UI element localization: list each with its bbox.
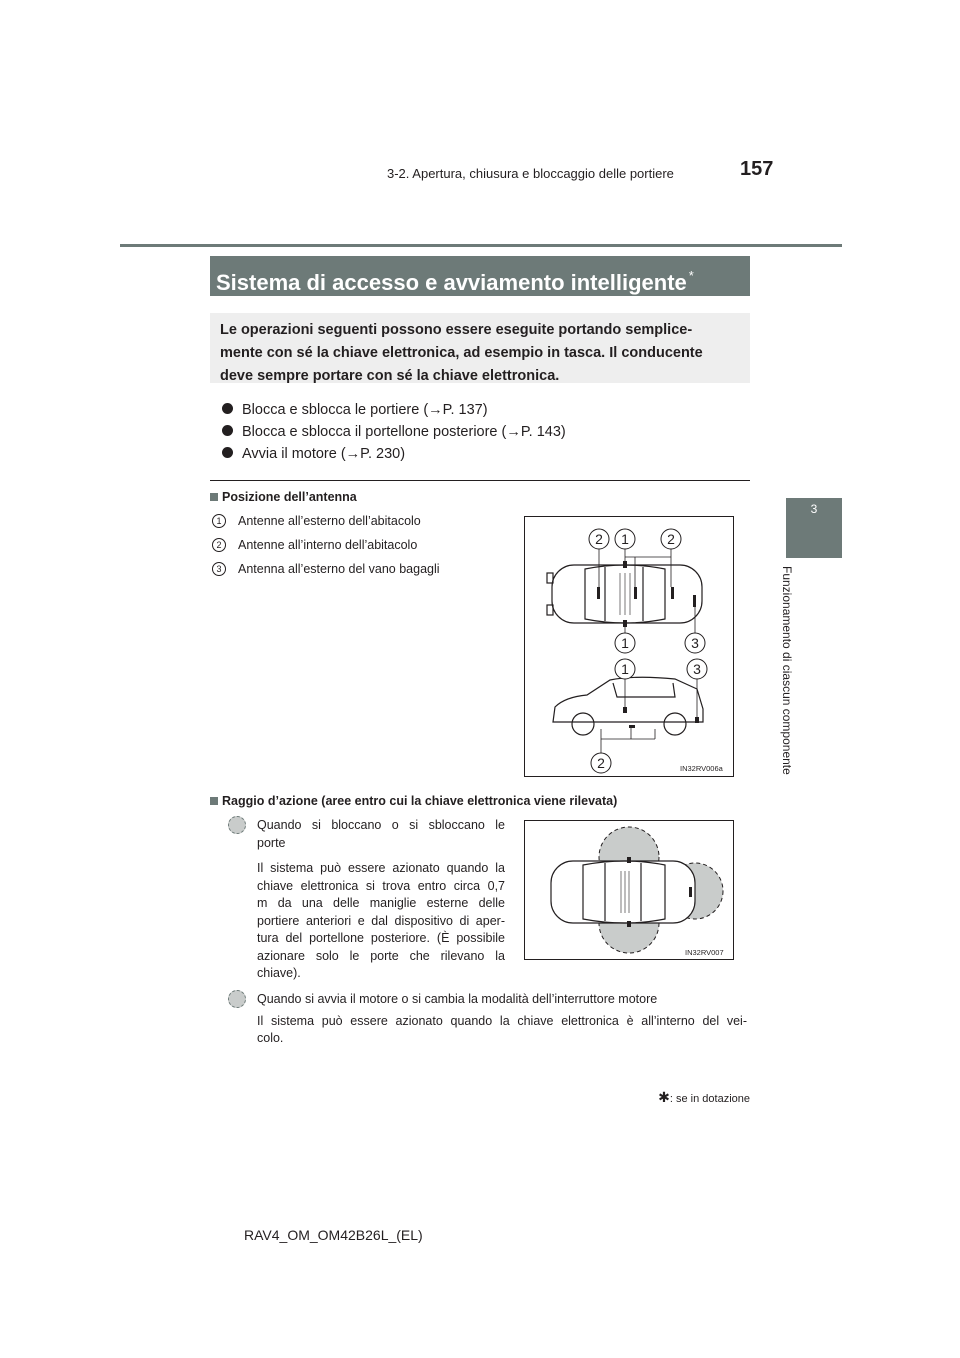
antenna-item — [212, 538, 417, 552]
footnote-text: : se in dotazione — [669, 1093, 750, 1105]
document-code: RAV4_OM_OM42B26L_(EL) — [244, 1227, 423, 1243]
figure-label: 1 — [621, 661, 629, 677]
bullet-text: Blocca e sblocca le portiere (→P. 137) — [242, 402, 488, 418]
range-item1-line: tura del portellone posteriore. (È possibile — [257, 931, 505, 945]
range-item2-title: Quando si avvia il motore o si cambia la modalità dell’interruttore motore — [257, 992, 658, 1006]
range-item2 — [257, 991, 747, 1048]
figure-label: 1 — [621, 531, 629, 547]
range-figure — [524, 820, 734, 960]
car-top-view-range — [551, 861, 695, 923]
range-heading — [210, 794, 617, 808]
asterisk-mark: * — [688, 268, 694, 283]
range-engine-icon — [228, 990, 246, 1008]
range-item1-line: m da una delle maniglie esterne delle — [257, 896, 505, 910]
figure-code: IN32RV007 — [685, 948, 724, 957]
antenna-markers-top — [597, 561, 696, 627]
page-number: 157 — [740, 158, 774, 180]
antenna-item-text: Antenne all’esterno dell’abitacolo — [238, 514, 421, 528]
figure-label: 2 — [595, 531, 603, 547]
bullet-item — [222, 402, 488, 418]
chapter-number: 3 — [810, 502, 818, 516]
antenna-heading — [210, 490, 357, 504]
bullet-item — [222, 424, 566, 440]
range-item1-line: azionare solo le porte che rilevano la — [257, 948, 505, 963]
figure-code: IN32RV006a — [680, 764, 723, 773]
antenna-item — [212, 514, 421, 528]
intro-box — [210, 313, 750, 383]
intro-line: Le operazioni seguenti possono essere eseguite portando semplice- — [220, 322, 693, 338]
antenna-item — [212, 562, 440, 576]
car-antenna-diagram — [525, 517, 733, 776]
intro-line: mente con sé la chiave elettronica, ad esempio in tasca. Il conducente — [220, 345, 703, 361]
bullet-item — [222, 446, 405, 462]
bullet-dot-icon — [222, 425, 233, 436]
figure-label: 2 — [667, 531, 675, 547]
running-header-section: 3-2. Apertura, chiusura e bloccaggio delle portiere — [387, 166, 674, 181]
car-range-diagram — [525, 821, 733, 959]
circled-number-icon: 3 — [212, 562, 226, 576]
circled-number-icon: 2 — [212, 538, 226, 552]
range-item1 — [257, 817, 505, 983]
bullet-dot-icon — [222, 447, 233, 458]
range-item1-line: Il sistema può essere azionato quando la — [257, 861, 505, 875]
car-side-view — [553, 677, 703, 735]
asterisk-icon: ✱ — [658, 1089, 670, 1105]
section-separator — [210, 480, 750, 481]
bullet-text: Avvia il motore (→P. 230) — [242, 446, 406, 462]
range-item1-line: portiere anteriori e dal dispositivo di aper- — [257, 913, 505, 928]
footnote — [600, 1089, 750, 1106]
antenna-heading-text: Posizione dell’antenna — [222, 490, 357, 504]
antenna-item-text: Antenna all’esterno del vano bagagli — [238, 562, 440, 576]
range-item2-line: colo. — [257, 1031, 284, 1045]
section-title-text: Sistema di accesso e avviamento intelligente — [216, 270, 687, 295]
intro-line: deve sempre portare con sé la chiave elettronica. — [220, 368, 560, 384]
figure-label: 1 — [621, 635, 629, 651]
car-top-view — [547, 565, 702, 623]
circled-number-icon: 1 — [212, 514, 226, 528]
antenna-item-text: Antenne all’interno dell’abitacolo — [238, 538, 418, 552]
chapter-title-vertical — [780, 566, 802, 796]
square-bullet-icon — [210, 493, 218, 501]
figure-label: 3 — [693, 661, 701, 677]
range-item1-line: chiave elettronica si trova entro circa 0,7 — [257, 878, 505, 893]
antenna-markers-side — [623, 707, 699, 728]
range-item1-line: chiave). — [257, 966, 301, 980]
range-item1-title: Quando si bloccano o si sbloccano le — [257, 818, 505, 832]
bullet-dot-icon — [222, 403, 233, 414]
bullet-text: Blocca e sblocca il portellone posteriore (→P. 143) — [242, 424, 566, 440]
chapter-title-text: Funzionamento di ciascun componente — [780, 566, 794, 775]
antenna-figure — [524, 516, 734, 777]
figure-label: 2 — [597, 755, 605, 771]
figure-label: 3 — [691, 635, 699, 651]
range-heading-text: Raggio d’azione (aree entro cui la chiave elettronica viene rilevata) — [222, 794, 618, 808]
header-rule — [120, 244, 842, 247]
range-item1-title: porte — [257, 835, 286, 850]
section-title — [210, 256, 750, 296]
square-bullet-icon — [210, 797, 218, 805]
range-item2-line: Il sistema può essere azionato quando la chiave elettronica è all’interno del vei- — [257, 1013, 747, 1028]
range-door-icon — [228, 816, 246, 834]
